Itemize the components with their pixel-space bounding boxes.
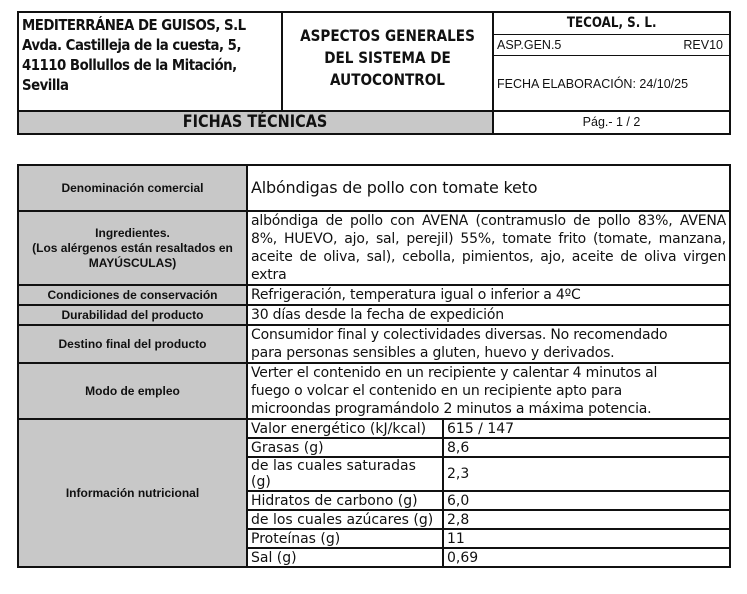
nutrient-value: 0,69 <box>447 549 479 566</box>
nutrition-table <box>248 420 729 566</box>
nutrition-row <box>248 510 729 529</box>
denominacion-label: Denominación comercial <box>18 165 247 211</box>
destino-value: Consumidor final y colectividades diversas. No recomendado para personas sensibles a gluten, huevo y derivados. <box>247 325 730 363</box>
modo-label: Modo de empleo <box>18 363 247 419</box>
document-header <box>17 11 731 135</box>
company-address-line-3: Sevilla <box>22 76 69 94</box>
nutrition-row <box>248 438 729 457</box>
nutrient-value: 2,3 <box>443 457 729 491</box>
document-meta <box>494 13 729 110</box>
page-number: Pág.- 1 / 2 <box>494 110 729 133</box>
destino-label: Destino final del producto <box>18 325 247 363</box>
nutrition-row <box>248 457 729 491</box>
title-line: DEL SISTEMA DE <box>324 48 451 67</box>
title-line: AUTOCONTROL <box>330 70 445 89</box>
nutrition-row <box>248 491 729 510</box>
nutrient-name: Grasas (g) <box>248 438 443 457</box>
title-line: ASPECTOS GENERALES <box>300 26 475 45</box>
nutricion-label: Información nutricional <box>18 419 247 567</box>
denominacion-value: Albóndigas de pollo con tomate keto <box>247 165 730 211</box>
consultant-text: TECOAL, S. L. <box>566 15 657 31</box>
conservacion-label: Condiciones de conservación <box>18 285 247 305</box>
ingredientes-note: (Los alérgenos están resaltados en MAYÚSCULAS) <box>32 240 233 270</box>
company-block <box>19 13 283 110</box>
nutrient-name: Proteínas (g) <box>248 529 443 548</box>
table-row <box>18 419 730 567</box>
company-address-line-1: Avda. Castilleja de la cuesta, 5, <box>22 36 241 54</box>
table-row <box>18 363 730 419</box>
company-name: MEDITERRÁNEA DE GUISOS, S.L <box>22 16 246 34</box>
nutrient-name: Sal (g) <box>248 548 443 566</box>
revision: REV10 <box>683 38 723 52</box>
nutrition-row <box>248 548 729 566</box>
table-row <box>18 305 730 325</box>
table-row <box>18 211 730 285</box>
consultant-name <box>494 13 729 35</box>
nutricion-cell <box>247 419 730 567</box>
nutrient-value: 615 / 147 <box>443 420 729 438</box>
table-row <box>18 285 730 305</box>
spec-table <box>17 164 731 568</box>
nutrient-name: Hidratos de carbono (g) <box>248 491 443 510</box>
table-row <box>18 325 730 363</box>
elaboration-date: FECHA ELABORACIÓN: 24/10/25 <box>497 77 689 91</box>
section-title <box>19 110 494 133</box>
conservacion-value: Refrigeración, temperatura igual o inferior a 4ºC <box>247 285 730 305</box>
nutrient-value: 8,6 <box>443 438 729 457</box>
ingredientes-label <box>18 211 247 285</box>
modo-value: Verter el contenido en un recipiente y calentar 4 minutos al fuego o volcar el contenido en un recipiente apto para microondas programándolo 2 minutos a máxima potencia. <box>247 363 730 419</box>
nutrition-row <box>248 529 729 548</box>
section-title-text: FICHAS TÉCNICAS <box>183 112 328 132</box>
doc-code: ASP.GEN.5 <box>497 38 562 52</box>
nutrient-name: Valor energético (kJ/kcal) <box>248 420 443 438</box>
ingredientes-value: albóndiga de pollo con AVENA (contramuslo de pollo 83%, AVENA 8%, HUEVO, ajo, sal, perejil) 55%, tomate frito (tomate, manzana, aceite de oliva, sal), cebolla, pimientos, ajo, aceite de oliva virgen extra <box>247 211 730 285</box>
durabilidad-value: 30 días desde la fecha de expedición <box>247 305 730 325</box>
doc-code-row <box>494 35 729 56</box>
nutrition-row <box>248 420 729 438</box>
durabilidad-label: Durabilidad del producto <box>18 305 247 325</box>
nutrient-value: 2,8 <box>443 510 729 529</box>
table-row <box>18 165 730 211</box>
nutrient-name: de las cuales saturadas (g) <box>248 457 443 491</box>
nutrient-value: 11 <box>443 529 729 548</box>
nutrient-name: de los cuales azúcares (g) <box>248 510 443 529</box>
document-title <box>283 13 494 110</box>
ingredientes-label-text: Ingredientes. <box>95 225 170 240</box>
nutrient-value: 6,0 <box>443 491 729 510</box>
company-address-line-2: 41110 Bollullos de la Mitación, <box>22 56 237 74</box>
